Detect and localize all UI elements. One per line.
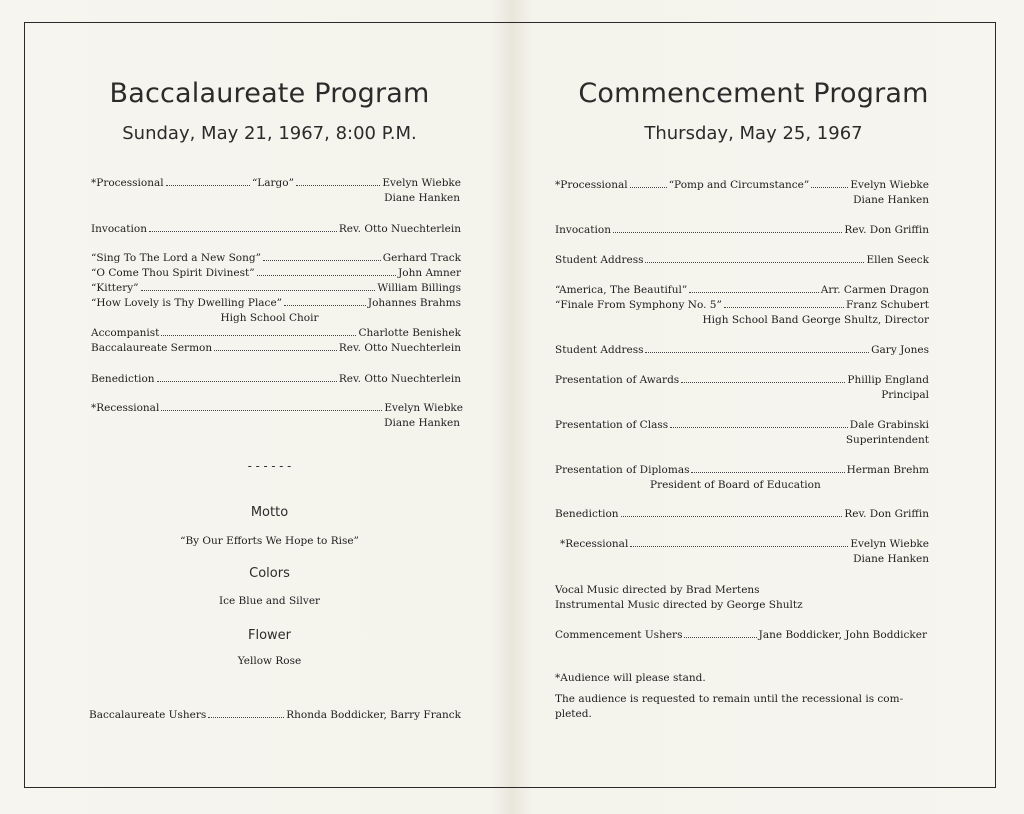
processional-name-2: Diane Hanken [853,194,929,206]
dot-leader [630,546,848,547]
dot-leader [670,427,848,428]
recessional-name: Evelyn Wiebke [384,402,463,414]
page-title: Commencement Program [578,78,929,109]
colors-heading: Colors [249,566,290,581]
processional-row [91,176,461,190]
student-address-row [555,253,929,267]
sermon-row [91,341,461,355]
dot-leader [684,637,756,638]
song-composer: Johannes Brahms [367,297,461,309]
accompanist-label: Accompanist [91,327,160,339]
stand-note: *Audience will please stand. [555,672,706,684]
motto-text: “By Our Efforts We Hope to Rise” [180,535,359,547]
diplomas-label: Presentation of Diplomas [555,464,690,476]
dot-leader [689,292,819,293]
vocal-credit: Vocal Music directed by Brad Mertens [555,584,760,596]
song-composer: John Amner [398,267,461,279]
dot-leader [613,232,842,233]
accompanist-row [91,326,461,340]
student-address-label: Student Address [555,254,644,266]
remain-note: The audience is requested to remain until the recessional is com-pleted. [555,693,904,720]
band-label: High School Band George Shultz, Director [702,314,929,326]
benediction-label: Benediction [91,373,155,385]
ushers-label: Baccalaureate Ushers [89,709,207,721]
ushers-label: Commencement Ushers [555,629,683,641]
recessional-label: *Recessional [91,402,160,414]
song-title: “O Come Thou Spirit Divinest” [91,267,255,279]
benediction-row [555,507,929,521]
benediction-name: Rev. Otto Nuechterlein [338,373,461,385]
dot-leader [681,382,845,383]
song-title: “Finale From Symphony No. 5” [555,299,722,311]
song-row [91,266,461,280]
song-title: “Kittery” [91,282,139,294]
dot-leader [645,352,869,353]
dot-leader [296,185,380,186]
motto-heading: Motto [250,505,289,520]
song-composer: Gerhard Track [382,252,461,264]
student-address-name: Ellen Seeck [866,254,929,266]
song-row [555,298,929,312]
class-name: Dale Grabinski [849,419,929,431]
dot-leader [257,275,396,276]
song-title: “Sing To The Lord a New Song” [91,252,261,264]
processional-piece: “Pomp and Circumstance” [668,179,810,191]
processional-name-2: Diane Hanken [384,192,460,204]
class-row [555,418,929,432]
recessional-label: *Recessional [560,538,629,550]
dot-leader [208,717,284,718]
ushers-names: Jane Boddicker, John Boddicker [758,629,927,641]
processional-row [555,178,929,192]
baccalaureate-page [24,22,514,788]
dot-leader [645,262,864,263]
accompanist-name: Charlotte Benishek [358,327,461,339]
sermon-label: Baccalaureate Sermon [91,342,213,354]
awards-role: Principal [881,389,929,401]
processional-label: *Processional [555,179,628,191]
awards-label: Presentation of Awards [555,374,680,386]
dot-leader [811,187,848,188]
class-label: Presentation of Class [555,419,669,431]
song-row [555,283,929,297]
ushers-row [555,628,927,642]
song-row [91,296,461,310]
processional-name: Evelyn Wiebke [382,177,461,189]
colors-text: Ice Blue and Silver [218,595,321,607]
ushers-row [89,708,461,722]
dot-leader [724,307,844,308]
invocation-name: Rev. Otto Nuechterlein [338,223,461,235]
student-address-row [555,343,929,357]
commencement-page [512,22,996,788]
page-subtitle: Thursday, May 25, 1967 [644,123,863,144]
flower-text: Yellow Rose [237,655,302,667]
ushers-names: Rhonda Boddicker, Barry Franck [286,709,461,721]
dot-leader [166,185,250,186]
sermon-name: Rev. Otto Nuechterlein [338,342,461,354]
dot-leader [630,187,667,188]
invocation-row [91,222,461,236]
song-composer: Arr. Carmen Dragon [820,284,929,296]
dot-leader [161,410,382,411]
song-row [91,281,461,295]
flower-heading: Flower [247,628,292,643]
dot-leader [263,260,381,261]
invocation-label: Invocation [91,223,147,235]
student-address-label: Student Address [555,344,644,356]
invocation-label: Invocation [555,224,611,236]
instrumental-credit: Instrumental Music directed by George Shultz [555,599,803,611]
awards-row [555,373,929,387]
student-address-name: Gary Jones [871,344,929,356]
recessional-row [560,537,929,551]
diplomas-name: Herman Brehm [846,464,929,476]
awards-name: Phillip England [847,374,929,386]
dot-leader [284,305,366,306]
song-title: “How Lovely is Thy Dwelling Place” [91,297,283,309]
benediction-label: Benediction [555,508,619,520]
dot-leader [621,516,843,517]
page-title: Baccalaureate Program [109,78,430,109]
diplomas-role: President of Board of Education [650,479,821,491]
benediction-row [91,372,461,386]
dot-leader [214,350,337,351]
dot-leader [141,290,376,291]
processional-name: Evelyn Wiebke [850,179,929,191]
diplomas-row [555,463,929,477]
divider: - - - - - - [247,459,292,473]
page-subtitle: Sunday, May 21, 1967, 8:00 P.M. [122,123,417,144]
choir-label: High School Choir [220,312,319,324]
dot-leader [691,472,844,473]
dot-leader [157,381,337,382]
recessional-name-2: Diane Hanken [853,553,929,565]
song-composer: Franz Schubert [846,299,929,311]
song-row [91,251,461,265]
song-composer: William Billings [377,282,461,294]
recessional-row [91,401,463,415]
recessional-name-2: Diane Hanken [384,417,460,429]
recessional-name: Evelyn Wiebke [850,538,929,550]
processional-label: *Processional [91,177,164,189]
benediction-name: Rev. Don Griffin [844,508,929,520]
invocation-name: Rev. Don Griffin [844,224,929,236]
invocation-row [555,223,929,237]
dot-leader [149,231,337,232]
processional-piece: “Largo” [251,177,294,189]
class-role: Superintendent [845,434,929,446]
song-title: “America, The Beautiful” [555,284,688,296]
dot-leader [161,335,356,336]
